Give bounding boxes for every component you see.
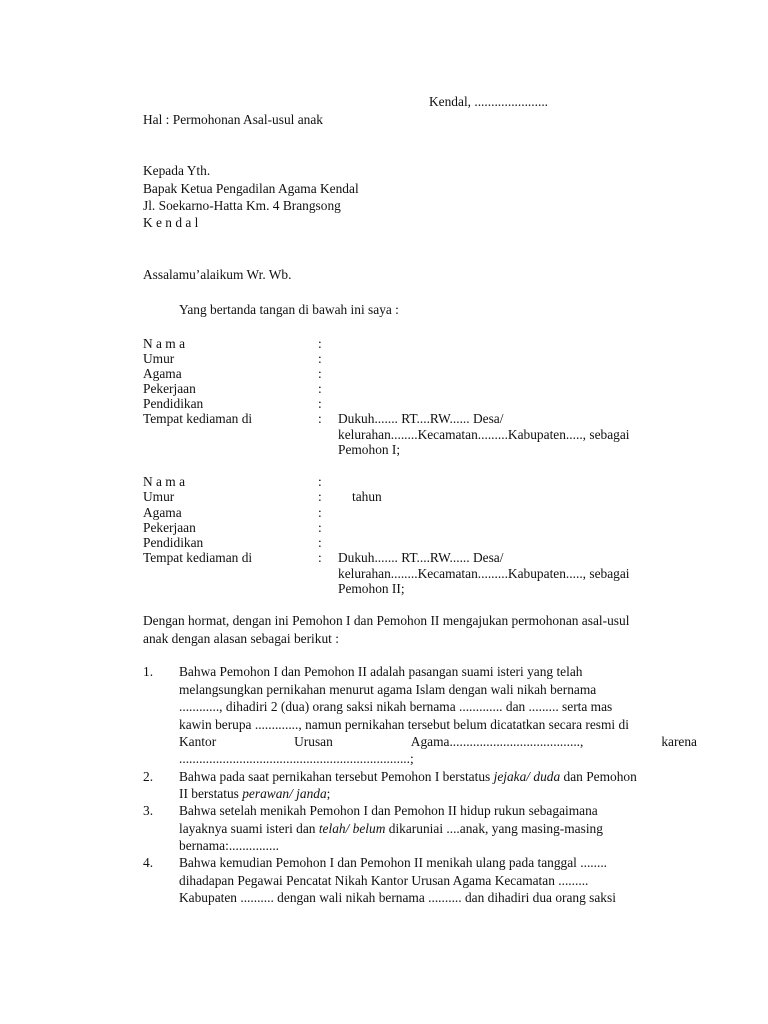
point-3-text: layaknya suami isteri dan <box>179 821 319 836</box>
point-2-text: ; <box>326 786 331 801</box>
intro-sentence: Yang bertanda tangan di bawah ini saya : <box>179 302 399 317</box>
applicant2-address-line1: Dukuh....... RT....RW...... Desa/ <box>338 550 504 565</box>
point-3-text: dikaruniai ....anak, yang masing-masing <box>385 821 603 836</box>
point-number: 3. <box>143 803 154 818</box>
applicant1-label-nama: N a m a <box>143 336 186 351</box>
applicant1-label-agama: Agama <box>143 366 182 381</box>
applicant1-address-line2: kelurahan........Kecamatan.........Kabupaten....., sebagai <box>338 427 630 442</box>
applicant1-label-umur: Umur <box>143 351 175 366</box>
point-1-line: kawin berupa ............., namun pernikahan tersebut belum dicatatkan secara resmi di <box>179 717 629 732</box>
statement-line1: Dengan hormat, dengan ini Pemohon I dan Pemohon II mengajukan permohonan asal-usul <box>143 613 630 628</box>
applicant1-colon: : <box>318 411 322 426</box>
point-4-line: Kabupaten .......... dengan wali nikah bernama .......... dan dihadiri dua orang saksi <box>179 890 616 905</box>
addressee-name: Bapak Ketua Pengadilan Agama Kendal <box>143 181 359 196</box>
point-2-line <box>179 786 330 802</box>
applicant2-label-pendidikan: Pendidikan <box>143 535 204 550</box>
subject-line: Hal : Permohonan Asal-usul anak <box>143 112 323 127</box>
applicant1-colon: : <box>318 381 322 396</box>
point-1-kua-word: Agama......................................., <box>410 734 584 749</box>
applicant1-label-tempat: Tempat kediaman di <box>143 411 253 426</box>
addressee-greeting: Kepada Yth. <box>143 163 211 178</box>
point-2-line <box>179 769 637 785</box>
applicant2-umur-value: tahun <box>352 489 382 504</box>
point-2-italic-status: perawan/ janda <box>242 786 327 801</box>
point-1-kua-word: Kantor <box>179 734 217 749</box>
statement-line2: anak dengan alasan sebagai berikut : <box>143 631 339 646</box>
applicant1-colon: : <box>318 366 322 381</box>
applicant2-address-line3: Pemohon II; <box>338 581 405 596</box>
place-date: Kendal, ...................... <box>429 94 549 109</box>
point-4-line: Bahwa kemudian Pemohon I dan Pemohon II menikah ulang pada tanggal ........ <box>179 855 608 870</box>
applicant2-colon: : <box>318 550 322 565</box>
applicant2-colon: : <box>318 505 322 520</box>
salutation: Assalamu’alaikum Wr. Wb. <box>143 267 292 282</box>
applicant1-label-pekerjaan: Pekerjaan <box>143 381 196 396</box>
point-1-line: melangsungkan pernikahan menurut agama Islam dengan wali nikah bernama <box>179 682 597 697</box>
applicant1-address-line1: Dukuh....... RT....RW...... Desa/ <box>338 411 504 426</box>
point-3-line: Bahwa setelah menikah Pemohon I dan Pemohon II hidup rukun sebagaimana <box>179 803 598 818</box>
point-2-text: dan Pemohon <box>560 769 637 784</box>
applicant2-colon: : <box>318 520 322 535</box>
applicant2-label-pekerjaan: Pekerjaan <box>143 520 196 535</box>
applicant2-label-nama: N a m a <box>143 474 186 489</box>
applicant2-label-tempat: Tempat kediaman di <box>143 550 253 565</box>
applicant1-colon: : <box>318 351 322 366</box>
point-1-line: ............, dihadiri 2 (dua) orang saksi nikah bernama ............. dan ......... serta mas <box>179 699 613 714</box>
point-1-kua-word: Urusan <box>294 734 333 749</box>
point-1-kua-word: karena <box>661 734 697 749</box>
applicant2-colon: : <box>318 489 322 504</box>
point-1-kua-line <box>179 734 697 750</box>
point-2-text: Bahwa pada saat pernikahan tersebut Pemohon I berstatus <box>179 769 494 784</box>
applicant1-colon: : <box>318 336 322 351</box>
point-1-line: Bahwa Pemohon I dan Pemohon II adalah pasangan suami isteri yang telah <box>179 664 583 679</box>
point-3-line <box>179 821 603 837</box>
applicant2-label-umur: Umur <box>143 489 175 504</box>
point-1-line: .....................................................................; <box>179 751 414 766</box>
point-4-line: dihadapan Pegawai Pencatat Nikah Kantor Urusan Agama Kecamatan ......... <box>179 873 589 888</box>
applicant2-address-line2: kelurahan........Kecamatan.........Kabupaten....., sebagai <box>338 566 630 581</box>
point-number: 4. <box>143 855 154 870</box>
point-3-line: bernama:............... <box>179 838 280 853</box>
applicant1-address-line3: Pemohon I; <box>338 442 401 457</box>
applicant1-colon: : <box>318 396 322 411</box>
addressee-street: Jl. Soekarno-Hatta Km. 4 Brangsong <box>143 198 341 213</box>
applicant2-colon: : <box>318 474 322 489</box>
point-2-text: II berstatus <box>179 786 243 801</box>
applicant1-label-pendidikan: Pendidikan <box>143 396 204 411</box>
addressee-city: K e n d a l <box>143 215 199 230</box>
point-2-italic-status: jejaka/ duda <box>493 769 561 784</box>
applicant2-label-agama: Agama <box>143 505 182 520</box>
point-3-italic-status: telah/ belum <box>318 821 386 836</box>
point-number: 1. <box>143 664 154 679</box>
point-number: 2. <box>143 769 154 784</box>
applicant2-colon: : <box>318 535 322 550</box>
